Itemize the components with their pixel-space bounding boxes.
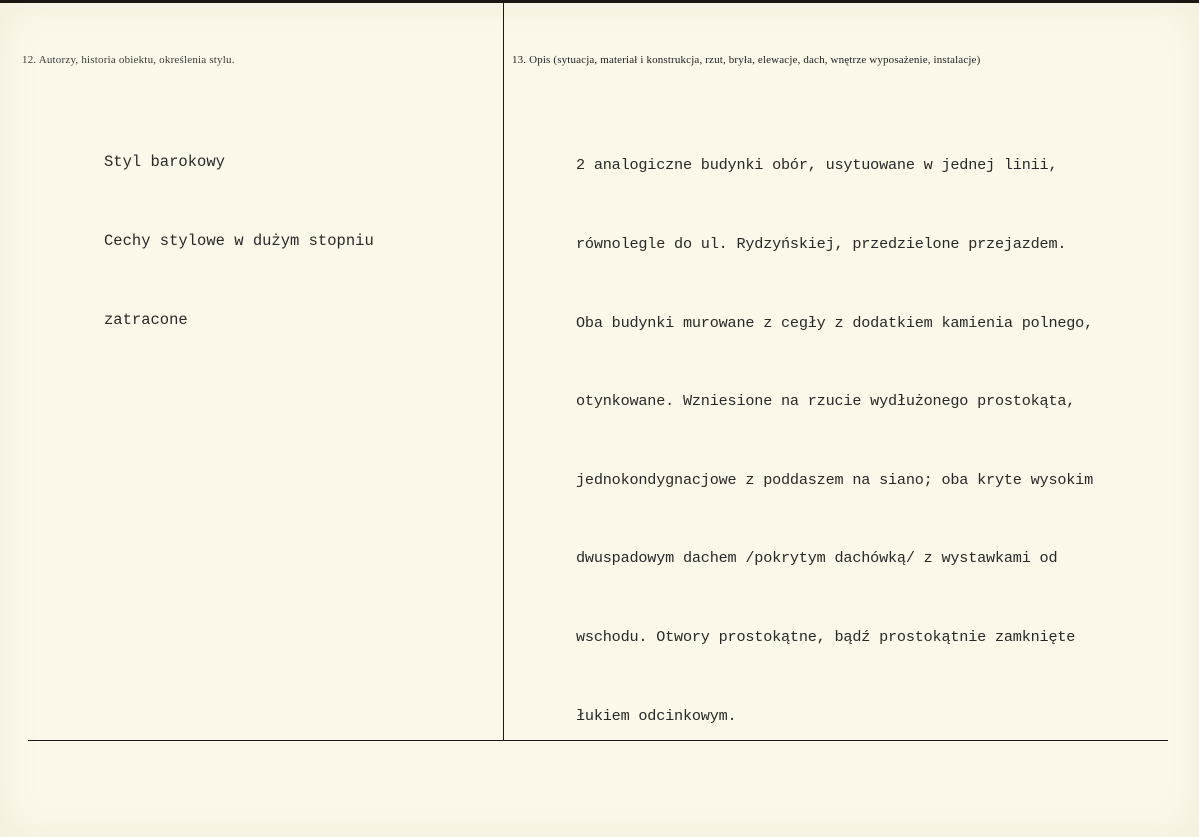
typed-line: Styl barokowy	[104, 153, 225, 172]
section-12-heading: 12. Autorzy, historia obiektu, określenia stylu.	[22, 54, 235, 66]
typed-line: równolegle do ul. Rydzyńskiej, przedzielone przejazdem.	[576, 235, 1067, 254]
section-13-typed-text	[576, 100, 1093, 781]
typed-line: łukiem odcinkowym.	[576, 706, 737, 725]
document-page	[0, 3, 1199, 837]
typed-line: wschodu. Otwory prostokątne, bądź prostokątnie zamknięte	[576, 628, 1076, 647]
bottom-rule	[28, 740, 1168, 741]
typed-line: otynkowane. Wzniesione na rzucie wydłużonego prostokąta,	[576, 392, 1076, 411]
typed-line: 2 analogiczne budynki obór, usytuowane w jednej linii,	[576, 156, 1058, 175]
section-13-heading: 13. Opis (sytuacja, materiał i konstrukcja, rzut, bryła, elewacje, dach, wnętrze wyposażenie, instalacje)	[512, 54, 981, 66]
typed-line: jednokondygnacjowe z poddaszem na siano; oba kryte wysokim	[576, 470, 1094, 489]
section-12-typed-text	[104, 97, 374, 385]
typed-line: zatracone	[104, 310, 188, 329]
column-divider	[503, 3, 504, 740]
typed-line: dwuspadowym dachem /pokrytym dachówką/ z wystawkami od	[576, 549, 1058, 568]
typed-line: Cechy stylowe w dużym stopniu	[104, 232, 374, 251]
typed-line: Oba budynki murowane z cegły z dodatkiem kamienia polnego,	[576, 313, 1094, 332]
